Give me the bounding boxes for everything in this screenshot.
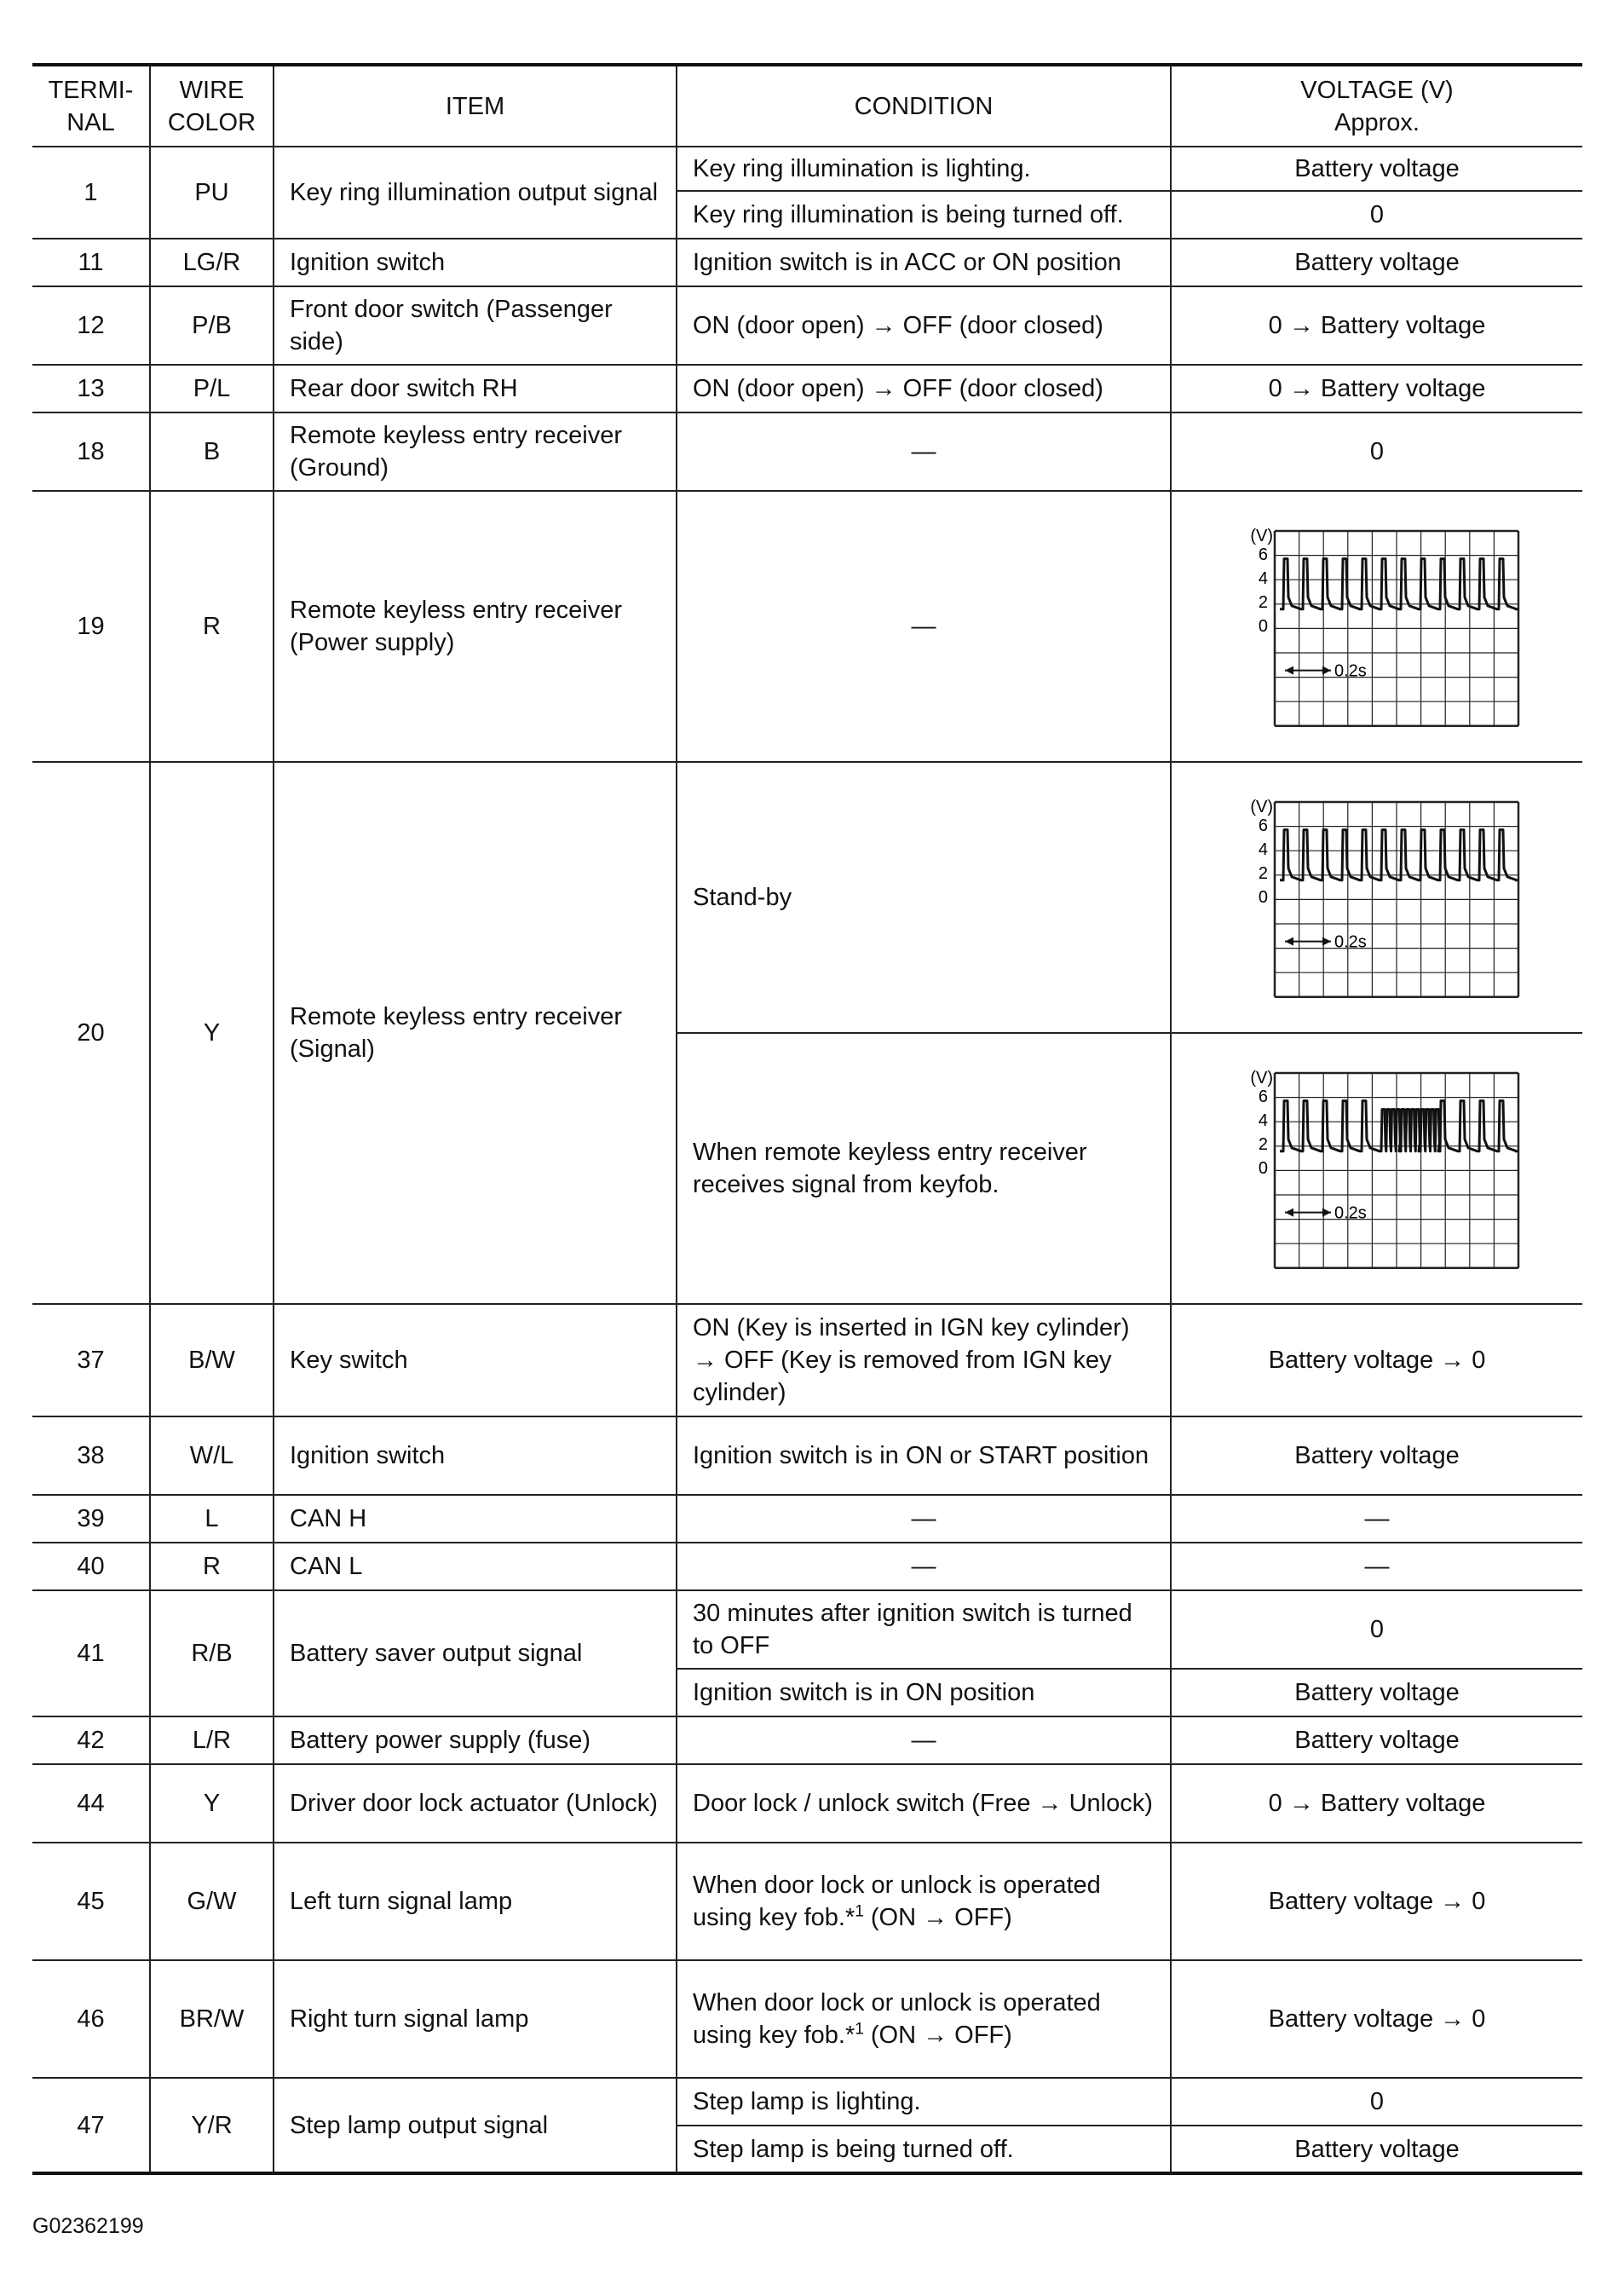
tick-label: 4 <box>1258 1111 1268 1130</box>
item-cell: Remote keyless entry receiver (Signal) <box>274 762 677 1304</box>
wire-color-cell: R <box>150 491 274 762</box>
unit-label: (V) <box>1250 1069 1273 1087</box>
voltage-cell: Battery voltage → 0 <box>1171 1843 1582 1960</box>
tick-label: 2 <box>1258 1135 1268 1154</box>
condition-cell: Step lamp is lighting. <box>677 2078 1171 2126</box>
wire-color-cell: Y/R <box>150 2078 274 2173</box>
voltage-cell: 0 → Battery voltage <box>1171 365 1582 412</box>
item-cell: Step lamp output signal <box>274 2078 677 2173</box>
voltage-cell: 0 → Battery voltage <box>1171 286 1582 365</box>
tick-label: 6 <box>1258 816 1268 835</box>
voltage-cell: Battery voltage → 0 <box>1171 1960 1582 2078</box>
table-row <box>32 365 1582 412</box>
signal-trace <box>1280 1101 1517 1151</box>
condition-cell: ON (Key is inserted in IGN key cylinder) → OFF (Key is removed from IGN key cylinder) <box>677 1304 1171 1416</box>
table-row <box>32 1416 1582 1495</box>
terminal-cell: 38 <box>32 1416 150 1495</box>
terminal-cell: 39 <box>32 1495 150 1543</box>
voltage-cell <box>1171 1033 1582 1304</box>
voltage-cell: Battery voltage <box>1171 1669 1582 1716</box>
condition-cell: Key ring illumination is lighting. <box>677 147 1171 191</box>
item-cell: Key switch <box>274 1304 677 1416</box>
condition-cell: — <box>677 1495 1171 1543</box>
voltage-cell: 0 <box>1171 1590 1582 1669</box>
table-row <box>32 1960 1582 2078</box>
wire-color-cell: P/B <box>150 286 274 365</box>
tick-label: 2 <box>1258 864 1268 883</box>
item-cell: Driver door lock actuator (Unlock) <box>274 1764 677 1843</box>
condition-cell: — <box>677 1716 1171 1764</box>
time-scale-label: 0.2s <box>1334 932 1367 952</box>
condition-cell: Step lamp is being turned off. <box>677 2126 1171 2173</box>
condition-cell: When door lock or unlock is operated using key fob.*$^1$ (ON → OFF) <box>677 1843 1171 1960</box>
item-cell: Key ring illumination output signal <box>274 147 677 239</box>
header-item: ITEM <box>274 65 677 147</box>
table-row <box>32 1764 1582 1843</box>
header-terminal: TERMI- NAL <box>32 65 150 147</box>
item-cell: Rear door switch RH <box>274 365 677 412</box>
wire-color-cell: W/L <box>150 1416 274 1495</box>
condition-cell: Door lock / unlock switch (Free → Unlock) <box>677 1764 1171 1843</box>
terminal-cell: 47 <box>32 2078 150 2173</box>
condition-cell: — <box>677 1543 1171 1590</box>
tick-label: 4 <box>1258 840 1268 859</box>
unit-label: (V) <box>1250 527 1273 545</box>
table-row <box>32 1543 1582 1590</box>
voltage-cell: Battery voltage → 0 <box>1171 1304 1582 1416</box>
table-row <box>32 762 1582 1033</box>
item-cell: Battery power supply (fuse) <box>274 1716 677 1764</box>
voltage-cell: Battery voltage <box>1171 2126 1582 2173</box>
tick-label: 2 <box>1258 593 1268 612</box>
terminal-table <box>32 63 1582 2175</box>
pulse-waveform <box>1232 795 1522 1000</box>
voltage-cell: 0 <box>1171 412 1582 491</box>
voltage-cell: Battery voltage <box>1171 1716 1582 1764</box>
condition-cell: Stand-by <box>677 762 1171 1033</box>
header-voltage: VOLTAGE (V) Approx. <box>1171 65 1582 147</box>
header-condition: CONDITION <box>677 65 1171 147</box>
item-cell: CAN H <box>274 1495 677 1543</box>
terminal-cell: 12 <box>32 286 150 365</box>
item-cell: Ignition switch <box>274 1416 677 1495</box>
wire-color-cell: L <box>150 1495 274 1543</box>
burst-waveform <box>1232 1066 1522 1271</box>
voltage-cell: 0 → Battery voltage <box>1171 1764 1582 1843</box>
terminal-cell: 46 <box>32 1960 150 2078</box>
table-row <box>32 239 1582 286</box>
item-cell: Right turn signal lamp <box>274 1960 677 2078</box>
wire-color-cell: PU <box>150 147 274 239</box>
header-wire-color: WIRE COLOR <box>150 65 274 147</box>
tick-label: 6 <box>1258 1087 1268 1106</box>
voltage-cell <box>1171 762 1582 1033</box>
figure-code: G02362199 <box>32 2214 144 2238</box>
voltage-cell: Battery voltage <box>1171 147 1582 191</box>
wire-color-cell: R <box>150 1543 274 1590</box>
terminal-cell: 40 <box>32 1543 150 1590</box>
voltage-cell: Battery voltage <box>1171 239 1582 286</box>
signal-trace <box>1280 830 1517 880</box>
terminal-cell: 41 <box>32 1590 150 1716</box>
wire-color-cell: LG/R <box>150 239 274 286</box>
item-cell: Remote keyless entry receiver (Power supply) <box>274 491 677 762</box>
item-cell: Left turn signal lamp <box>274 1843 677 1960</box>
tick-label: 0 <box>1258 888 1268 907</box>
wire-color-cell: Y <box>150 762 274 1304</box>
wire-color-cell: R/B <box>150 1590 274 1716</box>
terminal-cell: 45 <box>32 1843 150 1960</box>
wire-color-cell: G/W <box>150 1843 274 1960</box>
table-row <box>32 1304 1582 1416</box>
table-row <box>32 1495 1582 1543</box>
table-row <box>32 1590 1582 1669</box>
condition-cell: Ignition switch is in ON or START position <box>677 1416 1171 1495</box>
wire-color-cell: L/R <box>150 1716 274 1764</box>
unit-label: (V) <box>1250 798 1273 816</box>
table-body <box>32 147 1582 2173</box>
tick-label: 0 <box>1258 1159 1268 1178</box>
table-row <box>32 2078 1582 2126</box>
voltage-cell <box>1171 491 1582 762</box>
table-row <box>32 286 1582 365</box>
tick-label: 0 <box>1258 617 1268 636</box>
condition-cell: — <box>677 412 1171 491</box>
terminal-cell: 42 <box>32 1716 150 1764</box>
pulse-waveform <box>1232 524 1522 729</box>
terminal-cell: 19 <box>32 491 150 762</box>
terminal-table-sheet <box>32 63 1582 2175</box>
wire-color-cell: B/W <box>150 1304 274 1416</box>
terminal-cell: 37 <box>32 1304 150 1416</box>
terminal-cell: 18 <box>32 412 150 491</box>
item-cell: CAN L <box>274 1543 677 1590</box>
wire-color-cell: Y <box>150 1764 274 1843</box>
time-scale-label: 0.2s <box>1334 661 1367 681</box>
voltage-cell: — <box>1171 1495 1582 1543</box>
condition-cell: 30 minutes after ignition switch is turned to OFF <box>677 1590 1171 1669</box>
voltage-cell: 0 <box>1171 2078 1582 2126</box>
item-cell: Ignition switch <box>274 239 677 286</box>
wire-color-cell: BR/W <box>150 1960 274 2078</box>
terminal-cell: 20 <box>32 762 150 1304</box>
condition-cell: — <box>677 491 1171 762</box>
terminal-cell: 1 <box>32 147 150 239</box>
signal-trace <box>1280 559 1517 609</box>
table-row <box>32 491 1582 762</box>
wire-color-cell: B <box>150 412 274 491</box>
condition-cell: When door lock or unlock is operated using key fob.*$^1$ (ON → OFF) <box>677 1960 1171 2078</box>
item-cell: Battery saver output signal <box>274 1590 677 1716</box>
header-row <box>32 65 1582 147</box>
condition-cell: Key ring illumination is being turned off. <box>677 191 1171 239</box>
item-cell: Front door switch (Passenger side) <box>274 286 677 365</box>
item-cell: Remote keyless entry receiver (Ground) <box>274 412 677 491</box>
voltage-cell: Battery voltage <box>1171 1416 1582 1495</box>
terminal-cell: 13 <box>32 365 150 412</box>
tick-label: 4 <box>1258 569 1268 588</box>
table-row <box>32 1843 1582 1960</box>
terminal-cell: 44 <box>32 1764 150 1843</box>
tick-label: 6 <box>1258 545 1268 564</box>
condition-cell: When remote keyless entry receiver receives signal from keyfob. <box>677 1033 1171 1304</box>
voltage-cell: — <box>1171 1543 1582 1590</box>
table-row <box>32 147 1582 191</box>
time-scale-label: 0.2s <box>1334 1203 1367 1223</box>
wire-color-cell: P/L <box>150 365 274 412</box>
condition-cell: ON (door open) → OFF (door closed) <box>677 365 1171 412</box>
voltage-cell: 0 <box>1171 191 1582 239</box>
condition-cell: Ignition switch is in ACC or ON position <box>677 239 1171 286</box>
terminal-cell: 11 <box>32 239 150 286</box>
condition-cell: ON (door open) → OFF (door closed) <box>677 286 1171 365</box>
condition-cell: Ignition switch is in ON position <box>677 1669 1171 1716</box>
table-row <box>32 1716 1582 1764</box>
table-row <box>32 412 1582 491</box>
